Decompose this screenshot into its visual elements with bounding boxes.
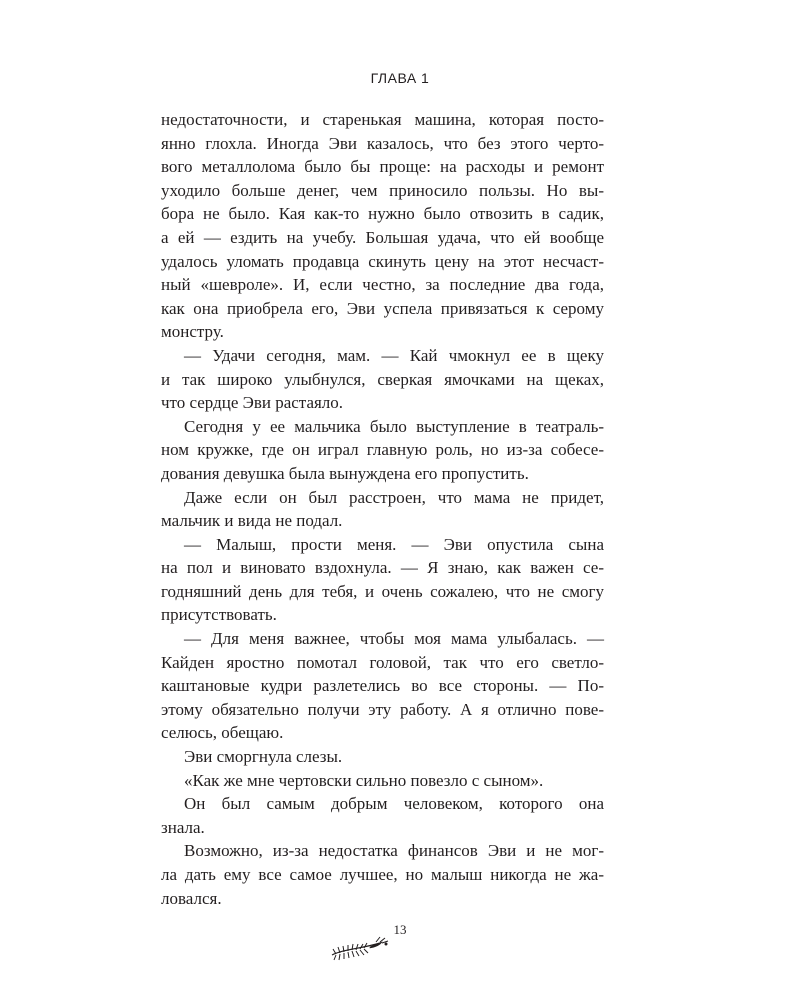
text-line: ла дать ему все самое лучшее, но малыш никогда не жа-: [161, 865, 604, 884]
text-line: дования девушка была вынуждена его пропустить.: [161, 463, 529, 483]
text-line: на пол и виновато вздохнула. — Я знаю, как важен се-: [161, 558, 604, 578]
text-line: ный «шевроле». И, если честно, за последние два года,: [161, 275, 604, 295]
text-line: Кайден яростно помотал головой, так что его светло-: [161, 652, 604, 672]
body-text: [161, 108, 604, 910]
text-line: уходило больше денег, чем приносило пользы. Но вы-: [161, 180, 604, 200]
text-line: как она приобрела его, Эви успела привязаться к серому: [161, 298, 604, 318]
text-line: бора не было. Кая как-то нужно было отвозить в садик,: [161, 204, 604, 224]
text-line: удалось уломать продавца скинуть цену на этот несчаст-: [161, 251, 604, 271]
text-line: а ей — ездить на учебу. Большая удача, что ей вообще: [161, 227, 604, 247]
text-line: Он был самым добрым человеком, которого она: [184, 794, 604, 814]
text-line: Эви сморгнула слезы.: [184, 747, 343, 767]
text-line: и так широко улыбнулся, сверкая ямочками на щеках,: [161, 369, 604, 389]
text-line: мальчик и вида не подал.: [161, 511, 343, 531]
text-line: ном кружке, где он играл главную роль, но из-за собесе-: [161, 440, 604, 460]
text-line: знала.: [161, 817, 205, 837]
page-number: 13: [393, 922, 407, 937]
feather-ornament-icon: [330, 935, 390, 963]
text-line: селюсь, обещаю.: [161, 723, 284, 743]
text-line: годняшний день для тебя, и очень сожалею, что не смогу: [161, 581, 604, 601]
text-line: этому обязательно получи эту работу. А я отлично пове-: [161, 699, 604, 719]
text-line: Возможно, из-за недостатка финансов Эви и не мог-: [184, 841, 604, 861]
text-line: монстру.: [161, 322, 224, 342]
text-line: вого металлолома было бы проще: на расходы и ремонт: [161, 157, 604, 177]
text-line: янно глохла. Иногда Эви казалось, что без этого черто-: [161, 133, 604, 153]
text-line: ловался.: [161, 888, 222, 908]
text-line: присутствовать.: [161, 605, 277, 625]
text-line: «Как же мне чертовски сильно повезло с сыном».: [184, 770, 544, 790]
text-line: — Для меня важнее, чтобы моя мама улыбалась. —: [184, 629, 604, 649]
text-line: — Удачи сегодня, мам. — Кай чмокнул ее в щеку: [184, 345, 604, 365]
text-line: Сегодня у ее мальчика было выступление в театраль-: [184, 416, 604, 436]
text-line: каштановые кудри разлетелись во все стороны. — По-: [161, 676, 604, 696]
text-line: — Малыш, прости меня. — Эви опустила сына: [184, 534, 604, 554]
text-line: недостаточности, и старенькая машина, которая посто-: [161, 110, 604, 129]
text-line: Даже если он был расстроен, что мама не придет,: [184, 487, 604, 507]
chapter-header: ГЛАВА 1: [370, 70, 430, 86]
text-line: что сердце Эви растаяло.: [161, 393, 344, 413]
